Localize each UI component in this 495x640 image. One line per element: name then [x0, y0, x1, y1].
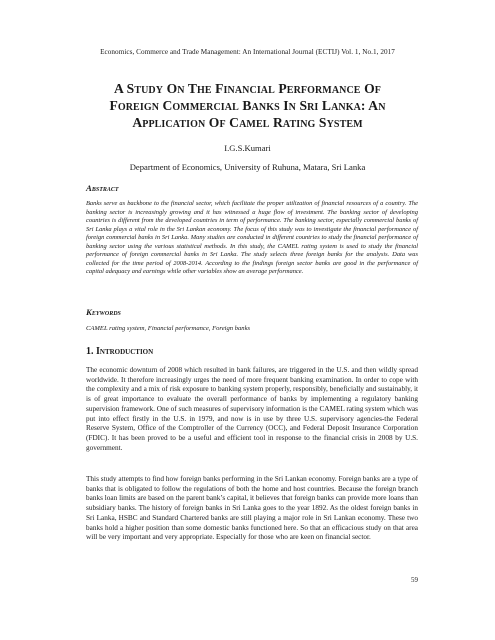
- introduction-heading: 1. Introduction: [86, 346, 154, 357]
- running-head: Economics, Commerce and Trade Management: An International Journal (ECTIJ) Vol. 1, No.1, 2017: [100, 48, 395, 56]
- author-affiliation: Department of Economics, University of Ruhuna, Matara, Sri Lanka: [129, 162, 366, 172]
- abstract-heading: Abstract: [86, 183, 119, 193]
- title-line-2: Foreign Commercial Banks In Sri Lanka: An: [109, 98, 386, 113]
- paper-title: [40, 80, 455, 131]
- introduction-paragraph-1: The economic downturn of 2008 which resulted in bank failures, are triggered in the U.S. and then wildly spread worldwide. It therefore increasingly urges the need of more frequent banking examination. In order to cope with the complexity and a mix of risk exposure to banking system properly, responsibly, beneficially and sustainably, it is of great importance to evaluate the overall performance of banks by implementing a regulatory banking supervision framework. One of such measures of supervisory information is the CAMEL rating system which was put into effect firstly in the U.S. in 1979, and now is in use by three U.S. supervisory agencies-the Federal Reserve System, Office of the Comptroller of the Currency (OCC), and Federal Deposit Insurance Corporation (FDIC). It has been proved to be a useful and efficient tool in response to the financial crisis in 2008 by U.S. government.: [86, 366, 418, 452]
- keywords-heading: Keywords: [86, 307, 121, 317]
- author-name: I.G.S.Kumari: [224, 143, 271, 153]
- title-line-3: Application Of Camel Rating System: [132, 115, 363, 130]
- keywords-body: CAMEL rating system, Financial performance, Foreign banks: [86, 325, 251, 332]
- abstract-body: Banks serve as backbone to the financial sector, which facilitate the proper utilization of financial resources of a country. The banking sector is increasingly growing and it has witnessed a huge flow of investment. The banking sector of developing countries is different from the developed countries in term of performance. The banking sector, especially commercial banks of Sri Lanka plays a vital role in the Sri Lankan economy. The focus of this study was to investigate the financial performance of foreign commercial banks in Sri Lanka. Many studies are conducted in different countries to study the financial performance of banking sector using the various statistical methods. In this study, the CAMEL rating system is used to study the financial performance of foreign commercial banks in Sri Lanka. The study selects three foreign banks for the analysis. Data was collected for the time period of 2008-2014. According to the findings foreign sector banks are good in the performance of capital adequacy and earnings while other variables show an average performance.: [86, 200, 418, 276]
- page-number: 59: [411, 576, 418, 584]
- introduction-paragraph-2: This study attempts to find how foreign banks performing in the Sri Lankan economy. Foreign banks are a type of banks that is obligated to follow the regulations of both the home and host countries. Because the foreign branch banks loan limits are based on the parent bank’s capital, it believes that foreign banks can provide more loans than subsidiary banks. The history of foreign banks in Sri Lanka goes to the year 1892. As the oldest foreign banks in Sri Lanka, HSBC and Standard Chartered banks are still playing a major role in Sri Lankan economy. These two banks hold a higher position than some domestic banks functioned here. So that an efficacious study on that area will be very important and very appropriate. Especially for those who are keen on financial sector.: [86, 475, 418, 542]
- title-line-1: A Study On The Financial Performance Of: [114, 81, 381, 96]
